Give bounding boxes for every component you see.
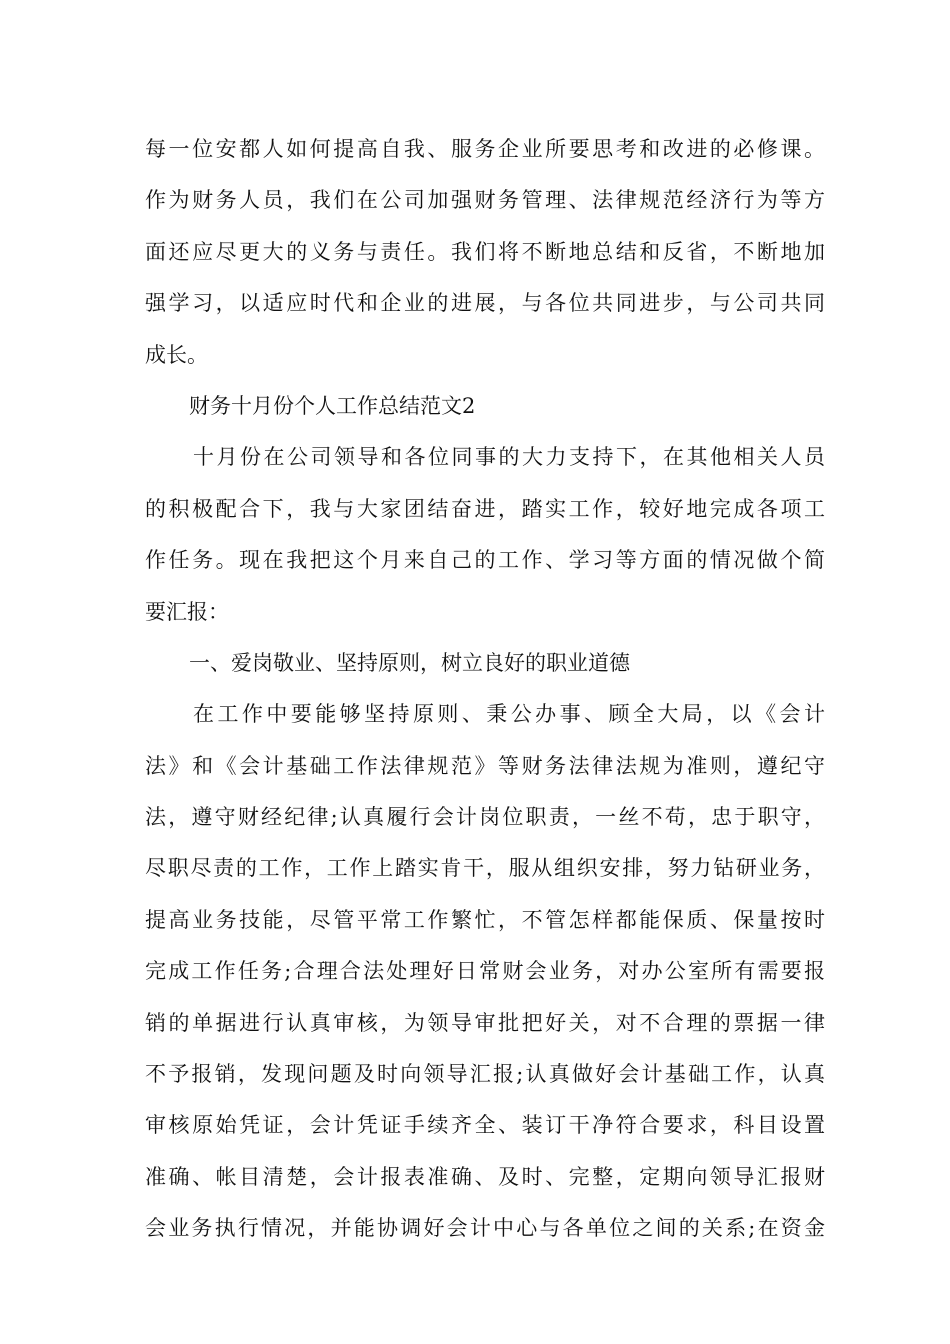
section-heading: 一、爱岗敬业、坚持原则，树立良好的职业道德 bbox=[189, 650, 630, 675]
text-line: 作任务。现在我把这个月来自己的工作、学习等方面的情况做个简 bbox=[145, 548, 825, 573]
text-line: 作为财务人员，我们在公司加强财务管理、法律规范经济行为等方 bbox=[145, 188, 825, 213]
text-line: 在工作中要能够坚持原则、秉公办事、顾全大局，以《会计 bbox=[193, 702, 825, 727]
text-line: 的积极配合下，我与大家团结奋进，踏实工作，较好地完成各项工 bbox=[145, 496, 825, 521]
text-line: 十月份在公司领导和各位同事的大力支持下，在其他相关人员 bbox=[193, 445, 825, 470]
text-line: 成长。 bbox=[145, 342, 208, 367]
text-line: 审核原始凭证，会计凭证手续齐全、装订干净符合要求，科目设置 bbox=[145, 1113, 825, 1138]
text-line: 销的单据进行认真审核，为领导审批把好关，对不合理的票据一律 bbox=[145, 1010, 825, 1035]
text-line: 不予报销，发现问题及时向领导汇报;认真做好会计基础工作，认真 bbox=[145, 1062, 825, 1087]
text-line: 要汇报： bbox=[145, 599, 229, 624]
text-line: 面还应尽更大的义务与责任。我们将不断地总结和反省，不断地加 bbox=[145, 239, 825, 264]
text-line: 强学习，以适应时代和企业的进展，与各位共同进步，与公司共同 bbox=[145, 291, 825, 316]
text-line: 完成工作任务;合理合法处理好日常财会业务，对办公室所有需要报 bbox=[145, 959, 825, 984]
text-line: 会业务执行情况，并能协调好会计中心与各单位之间的关系;在资金 bbox=[145, 1216, 825, 1241]
text-line: 准确、帐目清楚，会计报表准确、及时、完整，定期向领导汇报财 bbox=[145, 1164, 825, 1189]
text-line: 提高业务技能，尽管平常工作繁忙，不管怎样都能保质、保量按时 bbox=[145, 907, 825, 932]
document-body bbox=[145, 124, 825, 1255]
text-line: 尽职尽责的工作，工作上踏实肯干，服从组织安排，努力钻研业务， bbox=[145, 856, 825, 881]
section-title: 财务十月份个人工作总结范文2 bbox=[189, 393, 476, 418]
text-line: 法》和《会计基础工作法律规范》等财务法律法规为准则，遵纪守 bbox=[145, 753, 825, 778]
text-line: 每一位安都人如何提高自我、服务企业所要思考和改进的必修课。 bbox=[145, 137, 825, 161]
text-line: 法，遵守财经纪律;认真履行会计岗位职责，一丝不苟，忠于职守， bbox=[145, 805, 825, 830]
